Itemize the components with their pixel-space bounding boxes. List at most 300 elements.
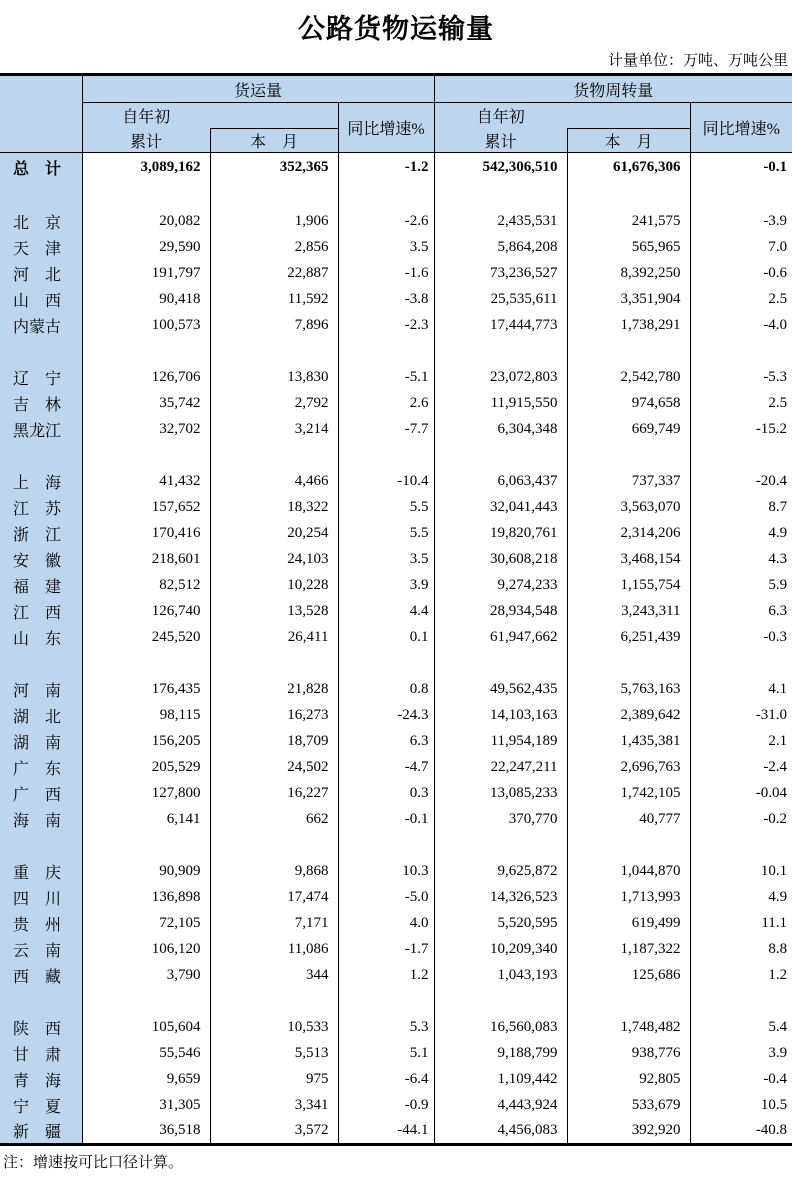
month-volume-cell: 11,592 xyxy=(210,287,338,313)
yoy-volume-cell: 0.3 xyxy=(338,781,434,807)
cum-volume-cell: 176,435 xyxy=(82,677,210,703)
yoy-volume-cell: -0.9 xyxy=(338,1093,434,1119)
region-label: 甘 肃 xyxy=(0,1041,82,1067)
yoy-volume-cell: 1.2 xyxy=(338,963,434,989)
month-turnover-cell: 40,777 xyxy=(567,807,690,833)
table-row xyxy=(0,677,792,703)
cum-volume-cell: 106,120 xyxy=(82,937,210,963)
yoy-turnover-cell: 4.9 xyxy=(690,521,792,547)
yoy-volume-cell: -5.0 xyxy=(338,885,434,911)
cum-turnover-cell: 14,326,523 xyxy=(434,885,567,911)
region-label: 广 东 xyxy=(0,755,82,781)
table-row xyxy=(0,625,792,651)
region-label: 山 东 xyxy=(0,625,82,651)
yoy-turnover-cell: -0.1 xyxy=(690,153,792,183)
yoy-turnover-cell xyxy=(690,833,792,859)
yoy-turnover-cell: -0.3 xyxy=(690,625,792,651)
table-row xyxy=(0,911,792,937)
cum-turnover-cell: 23,072,803 xyxy=(434,365,567,391)
month-volume-cell: 7,896 xyxy=(210,313,338,339)
month-volume-cell: 16,273 xyxy=(210,703,338,729)
yoy-turnover-cell: -0.2 xyxy=(690,807,792,833)
header-turnover-group: 货物周转量 xyxy=(434,75,792,103)
cum-volume-cell: 127,800 xyxy=(82,781,210,807)
table-row xyxy=(0,1015,792,1041)
table-row xyxy=(0,313,792,339)
table-row xyxy=(0,859,792,885)
month-turnover-cell xyxy=(567,443,690,469)
month-volume-cell xyxy=(210,183,338,209)
spacer-row xyxy=(0,183,792,209)
yoy-volume-cell: -3.8 xyxy=(338,287,434,313)
cum-turnover-cell xyxy=(434,651,567,677)
month-volume-cell: 344 xyxy=(210,963,338,989)
cum-turnover-cell: 17,444,773 xyxy=(434,313,567,339)
month-turnover-cell: 533,679 xyxy=(567,1093,690,1119)
yoy-volume-cell: -0.1 xyxy=(338,807,434,833)
month-volume-cell: 3,341 xyxy=(210,1093,338,1119)
month-volume-cell xyxy=(210,443,338,469)
yoy-turnover-cell: 5.9 xyxy=(690,573,792,599)
yoy-volume-cell xyxy=(338,339,434,365)
month-turnover-cell: 737,337 xyxy=(567,469,690,495)
table-row xyxy=(0,755,792,781)
cum-volume-cell: 126,740 xyxy=(82,599,210,625)
cum-volume-cell xyxy=(82,651,210,677)
region-label: 山 西 xyxy=(0,287,82,313)
cum-volume-cell: 41,432 xyxy=(82,469,210,495)
yoy-turnover-cell: -4.0 xyxy=(690,313,792,339)
yoy-turnover-cell: -3.9 xyxy=(690,209,792,235)
yoy-volume-cell: 4.0 xyxy=(338,911,434,937)
month-turnover-cell xyxy=(567,339,690,365)
yoy-volume-cell: 0.8 xyxy=(338,677,434,703)
region-label: 福 建 xyxy=(0,573,82,599)
month-volume-cell xyxy=(210,989,338,1015)
table-row xyxy=(0,807,792,833)
month-volume-cell: 10,228 xyxy=(210,573,338,599)
month-turnover-cell: 2,542,780 xyxy=(567,365,690,391)
cum-volume-cell: 36,518 xyxy=(82,1119,210,1145)
cum-turnover-cell xyxy=(434,183,567,209)
cum-volume-cell: 191,797 xyxy=(82,261,210,287)
yoy-turnover-cell: 4.3 xyxy=(690,547,792,573)
yoy-volume-cell: -4.7 xyxy=(338,755,434,781)
spacer-row xyxy=(0,833,792,859)
yoy-volume-cell: -2.3 xyxy=(338,313,434,339)
table-row xyxy=(0,417,792,443)
spacer-row xyxy=(0,989,792,1015)
cum-volume-cell: 136,898 xyxy=(82,885,210,911)
yoy-volume-cell: -1.6 xyxy=(338,261,434,287)
cum-turnover-cell: 542,306,510 xyxy=(434,153,567,183)
region-label: 西 藏 xyxy=(0,963,82,989)
spacer-row xyxy=(0,443,792,469)
footer-note: 注：增速按可比口径计算。 xyxy=(3,1155,184,1171)
cum-volume-cell: 72,105 xyxy=(82,911,210,937)
table-row xyxy=(0,287,792,313)
cum-turnover-cell: 28,934,548 xyxy=(434,599,567,625)
table-row xyxy=(0,365,792,391)
table-row xyxy=(0,1119,792,1145)
month-turnover-cell: 974,658 xyxy=(567,391,690,417)
header-spacer-volume xyxy=(210,103,338,129)
yoy-volume-cell xyxy=(338,183,434,209)
region-label xyxy=(0,183,82,209)
month-volume-cell: 2,856 xyxy=(210,235,338,261)
table-row xyxy=(0,521,792,547)
region-label: 上 海 xyxy=(0,469,82,495)
yoy-turnover-cell xyxy=(690,651,792,677)
month-volume-cell: 2,792 xyxy=(210,391,338,417)
yoy-volume-cell: -24.3 xyxy=(338,703,434,729)
month-volume-cell: 11,086 xyxy=(210,937,338,963)
yoy-turnover-cell: 1.2 xyxy=(690,963,792,989)
yoy-turnover-cell: 2.1 xyxy=(690,729,792,755)
yoy-turnover-cell: 4.9 xyxy=(690,885,792,911)
month-turnover-cell: 3,563,070 xyxy=(567,495,690,521)
yoy-turnover-cell: -31.0 xyxy=(690,703,792,729)
region-label: 江 西 xyxy=(0,599,82,625)
month-turnover-cell: 1,713,993 xyxy=(567,885,690,911)
region-label: 云 南 xyxy=(0,937,82,963)
yoy-volume-cell xyxy=(338,833,434,859)
month-turnover-cell: 1,155,754 xyxy=(567,573,690,599)
month-turnover-cell: 3,351,904 xyxy=(567,287,690,313)
table-row xyxy=(0,573,792,599)
cum-turnover-cell: 9,625,872 xyxy=(434,859,567,885)
page-title: 公路货物运输量 xyxy=(298,14,494,45)
cum-turnover-cell: 11,954,189 xyxy=(434,729,567,755)
yoy-turnover-cell xyxy=(690,183,792,209)
yoy-volume-cell xyxy=(338,651,434,677)
month-volume-cell: 24,502 xyxy=(210,755,338,781)
table-row xyxy=(0,599,792,625)
yoy-turnover-cell: -0.04 xyxy=(690,781,792,807)
cum-turnover-cell: 5,520,595 xyxy=(434,911,567,937)
month-turnover-cell: 8,392,250 xyxy=(567,261,690,287)
yoy-volume-cell: 5.5 xyxy=(338,495,434,521)
spacer-row xyxy=(0,651,792,677)
region-label: 总 计 xyxy=(0,153,82,183)
table-row xyxy=(0,153,792,183)
yoy-volume-cell: -10.4 xyxy=(338,469,434,495)
region-label: 广 西 xyxy=(0,781,82,807)
cum-volume-cell: 157,652 xyxy=(82,495,210,521)
month-volume-cell: 18,709 xyxy=(210,729,338,755)
table-row xyxy=(0,703,792,729)
month-turnover-cell: 669,749 xyxy=(567,417,690,443)
yoy-volume-cell: -5.1 xyxy=(338,365,434,391)
month-volume-cell: 975 xyxy=(210,1067,338,1093)
yoy-turnover-cell xyxy=(690,339,792,365)
cum-turnover-cell: 14,103,163 xyxy=(434,703,567,729)
month-volume-cell: 5,513 xyxy=(210,1041,338,1067)
header-cum-line1-turnover: 自年初 xyxy=(434,103,567,129)
yoy-turnover-cell: 6.3 xyxy=(690,599,792,625)
month-turnover-cell xyxy=(567,833,690,859)
region-label: 河 北 xyxy=(0,261,82,287)
month-volume-cell: 26,411 xyxy=(210,625,338,651)
month-volume-cell: 10,533 xyxy=(210,1015,338,1041)
table-row xyxy=(0,963,792,989)
cum-turnover-cell: 9,188,799 xyxy=(434,1041,567,1067)
yoy-volume-cell xyxy=(338,989,434,1015)
yoy-volume-cell: -1.7 xyxy=(338,937,434,963)
table-row xyxy=(0,937,792,963)
yoy-volume-cell: 0.1 xyxy=(338,625,434,651)
region-label: 内蒙古 xyxy=(0,313,82,339)
table-row xyxy=(0,547,792,573)
month-turnover-cell xyxy=(567,989,690,1015)
yoy-turnover-cell: -5.3 xyxy=(690,365,792,391)
month-turnover-cell: 392,920 xyxy=(567,1119,690,1145)
month-volume-cell: 662 xyxy=(210,807,338,833)
cum-volume-cell xyxy=(82,833,210,859)
cum-turnover-cell: 32,041,443 xyxy=(434,495,567,521)
region-label: 新 疆 xyxy=(0,1119,82,1145)
cum-volume-cell: 245,520 xyxy=(82,625,210,651)
cum-volume-cell: 6,141 xyxy=(82,807,210,833)
month-turnover-cell: 6,251,439 xyxy=(567,625,690,651)
region-label: 北 京 xyxy=(0,209,82,235)
yoy-volume-cell: 5.3 xyxy=(338,1015,434,1041)
yoy-volume-cell: 5.5 xyxy=(338,521,434,547)
yoy-volume-cell: 3.9 xyxy=(338,573,434,599)
region-label: 浙 江 xyxy=(0,521,82,547)
cum-volume-cell: 205,529 xyxy=(82,755,210,781)
cum-volume-cell: 90,418 xyxy=(82,287,210,313)
month-turnover-cell: 2,314,206 xyxy=(567,521,690,547)
yoy-turnover-cell: 3.9 xyxy=(690,1041,792,1067)
region-label: 重 庆 xyxy=(0,859,82,885)
cum-turnover-cell: 6,063,437 xyxy=(434,469,567,495)
header-row-groups xyxy=(0,75,792,103)
cum-turnover-cell xyxy=(434,833,567,859)
table-row xyxy=(0,495,792,521)
cum-turnover-cell: 4,456,083 xyxy=(434,1119,567,1145)
cum-turnover-cell: 1,109,442 xyxy=(434,1067,567,1093)
month-turnover-cell xyxy=(567,651,690,677)
month-volume-cell: 3,214 xyxy=(210,417,338,443)
cum-turnover-cell: 11,915,550 xyxy=(434,391,567,417)
cum-volume-cell: 3,790 xyxy=(82,963,210,989)
month-volume-cell: 3,572 xyxy=(210,1119,338,1145)
month-volume-cell: 13,528 xyxy=(210,599,338,625)
yoy-turnover-cell: 4.1 xyxy=(690,677,792,703)
cum-volume-cell: 55,546 xyxy=(82,1041,210,1067)
yoy-turnover-cell: -0.4 xyxy=(690,1067,792,1093)
region-label xyxy=(0,443,82,469)
month-volume-cell: 13,830 xyxy=(210,365,338,391)
table-row xyxy=(0,235,792,261)
table-row xyxy=(0,729,792,755)
month-turnover-cell: 1,435,381 xyxy=(567,729,690,755)
month-turnover-cell: 3,468,154 xyxy=(567,547,690,573)
cum-volume-cell: 105,604 xyxy=(82,1015,210,1041)
cum-turnover-cell: 16,560,083 xyxy=(434,1015,567,1041)
region-label: 黑龙江 xyxy=(0,417,82,443)
header-cum-line1-volume: 自年初 xyxy=(82,103,210,129)
cum-turnover-cell: 1,043,193 xyxy=(434,963,567,989)
yoy-volume-cell: 5.1 xyxy=(338,1041,434,1067)
cum-turnover-cell: 19,820,761 xyxy=(434,521,567,547)
yoy-turnover-cell: 8.7 xyxy=(690,495,792,521)
region-label: 天 津 xyxy=(0,235,82,261)
yoy-volume-cell xyxy=(338,443,434,469)
yoy-turnover-cell xyxy=(690,443,792,469)
month-turnover-cell: 61,676,306 xyxy=(567,153,690,183)
yoy-turnover-cell: 8.8 xyxy=(690,937,792,963)
cum-volume-cell: 126,706 xyxy=(82,365,210,391)
month-volume-cell: 21,828 xyxy=(210,677,338,703)
cum-volume-cell xyxy=(82,989,210,1015)
region-label: 河 南 xyxy=(0,677,82,703)
yoy-volume-cell: -7.7 xyxy=(338,417,434,443)
yoy-turnover-cell: -40.8 xyxy=(690,1119,792,1145)
table-row xyxy=(0,391,792,417)
month-turnover-cell: 1,187,322 xyxy=(567,937,690,963)
month-volume-cell: 1,906 xyxy=(210,209,338,235)
yoy-volume-cell: -2.6 xyxy=(338,209,434,235)
header-row-sub1 xyxy=(0,103,792,129)
cum-turnover-cell xyxy=(434,339,567,365)
yoy-volume-cell: 2.6 xyxy=(338,391,434,417)
cum-turnover-cell: 61,947,662 xyxy=(434,625,567,651)
cum-volume-cell: 35,742 xyxy=(82,391,210,417)
month-volume-cell xyxy=(210,651,338,677)
month-volume-cell: 22,887 xyxy=(210,261,338,287)
cum-turnover-cell: 6,304,348 xyxy=(434,417,567,443)
yoy-turnover-cell: 5.4 xyxy=(690,1015,792,1041)
region-label: 宁 夏 xyxy=(0,1093,82,1119)
cum-turnover-cell: 13,085,233 xyxy=(434,781,567,807)
yoy-turnover-cell: 10.1 xyxy=(690,859,792,885)
cum-volume-cell: 20,082 xyxy=(82,209,210,235)
cum-turnover-cell: 370,770 xyxy=(434,807,567,833)
yoy-turnover-cell: 2.5 xyxy=(690,391,792,417)
yoy-volume-cell: -1.2 xyxy=(338,153,434,183)
month-volume-cell: 4,466 xyxy=(210,469,338,495)
month-volume-cell: 24,103 xyxy=(210,547,338,573)
table-row xyxy=(0,1067,792,1093)
yoy-turnover-cell: -0.6 xyxy=(690,261,792,287)
month-volume-cell xyxy=(210,833,338,859)
table-row xyxy=(0,781,792,807)
region-label: 青 海 xyxy=(0,1067,82,1093)
cum-turnover-cell: 22,247,211 xyxy=(434,755,567,781)
table-row xyxy=(0,1041,792,1067)
region-label: 湖 北 xyxy=(0,703,82,729)
yoy-turnover-cell: 10.5 xyxy=(690,1093,792,1119)
region-label: 辽 宁 xyxy=(0,365,82,391)
month-volume-cell: 17,474 xyxy=(210,885,338,911)
region-label xyxy=(0,339,82,365)
region-label xyxy=(0,651,82,677)
month-volume-cell: 7,171 xyxy=(210,911,338,937)
region-label xyxy=(0,833,82,859)
region-label: 吉 林 xyxy=(0,391,82,417)
yoy-turnover-cell: 2.5 xyxy=(690,287,792,313)
yoy-turnover-cell: -20.4 xyxy=(690,469,792,495)
table-row xyxy=(0,885,792,911)
region-label: 安 徽 xyxy=(0,547,82,573)
header-yoy-volume: 同比增速% xyxy=(338,103,434,153)
region-label: 陕 西 xyxy=(0,1015,82,1041)
month-turnover-cell: 565,965 xyxy=(567,235,690,261)
cum-volume-cell: 156,205 xyxy=(82,729,210,755)
header-month-volume: 本 月 xyxy=(210,129,338,153)
yoy-volume-cell: 10.3 xyxy=(338,859,434,885)
yoy-volume-cell: -6.4 xyxy=(338,1067,434,1093)
header-spacer-turnover xyxy=(567,103,690,129)
cum-volume-cell: 98,115 xyxy=(82,703,210,729)
cum-turnover-cell: 4,443,924 xyxy=(434,1093,567,1119)
table-body xyxy=(0,153,792,1145)
month-turnover-cell: 3,243,311 xyxy=(567,599,690,625)
month-turnover-cell: 1,748,482 xyxy=(567,1015,690,1041)
unit-note: 计量单位：万吨、万吨公里 xyxy=(607,53,788,69)
month-turnover-cell: 5,763,163 xyxy=(567,677,690,703)
yoy-volume-cell: 3.5 xyxy=(338,235,434,261)
cum-volume-cell: 9,659 xyxy=(82,1067,210,1093)
cum-turnover-cell: 73,236,527 xyxy=(434,261,567,287)
spacer-row xyxy=(0,339,792,365)
header-cum-line2-turnover: 累计 xyxy=(434,129,567,153)
region-label: 江 苏 xyxy=(0,495,82,521)
cum-turnover-cell: 5,864,208 xyxy=(434,235,567,261)
cum-turnover-cell: 9,274,233 xyxy=(434,573,567,599)
header-month-turnover: 本 月 xyxy=(567,129,690,153)
yoy-volume-cell: 4.4 xyxy=(338,599,434,625)
yoy-turnover-cell: -15.2 xyxy=(690,417,792,443)
month-volume-cell: 16,227 xyxy=(210,781,338,807)
yoy-turnover-cell: 11.1 xyxy=(690,911,792,937)
cum-volume-cell: 90,909 xyxy=(82,859,210,885)
cum-turnover-cell: 10,209,340 xyxy=(434,937,567,963)
month-volume-cell: 9,868 xyxy=(210,859,338,885)
cum-turnover-cell: 25,535,611 xyxy=(434,287,567,313)
yoy-turnover-cell: -2.4 xyxy=(690,755,792,781)
cum-volume-cell: 82,512 xyxy=(82,573,210,599)
cum-volume-cell: 29,590 xyxy=(82,235,210,261)
cum-turnover-cell: 30,608,218 xyxy=(434,547,567,573)
cum-volume-cell: 3,089,162 xyxy=(82,153,210,183)
month-turnover-cell: 1,738,291 xyxy=(567,313,690,339)
cum-volume-cell: 218,601 xyxy=(82,547,210,573)
region-label: 四 川 xyxy=(0,885,82,911)
cum-volume-cell xyxy=(82,183,210,209)
region-label: 贵 州 xyxy=(0,911,82,937)
yoy-turnover-cell xyxy=(690,989,792,1015)
month-volume-cell: 20,254 xyxy=(210,521,338,547)
month-turnover-cell: 241,575 xyxy=(567,209,690,235)
month-turnover-cell xyxy=(567,183,690,209)
table-header xyxy=(0,75,792,153)
month-turnover-cell: 125,686 xyxy=(567,963,690,989)
header-cum-line2-volume: 累计 xyxy=(82,129,210,153)
header-yoy-turnover: 同比增速% xyxy=(690,103,792,153)
month-volume-cell: 18,322 xyxy=(210,495,338,521)
table-row xyxy=(0,261,792,287)
table-row xyxy=(0,1093,792,1119)
yoy-volume-cell: 3.5 xyxy=(338,547,434,573)
yoy-volume-cell: -44.1 xyxy=(338,1119,434,1145)
cum-volume-cell xyxy=(82,443,210,469)
month-turnover-cell: 938,776 xyxy=(567,1041,690,1067)
cum-volume-cell xyxy=(82,339,210,365)
month-turnover-cell: 619,499 xyxy=(567,911,690,937)
